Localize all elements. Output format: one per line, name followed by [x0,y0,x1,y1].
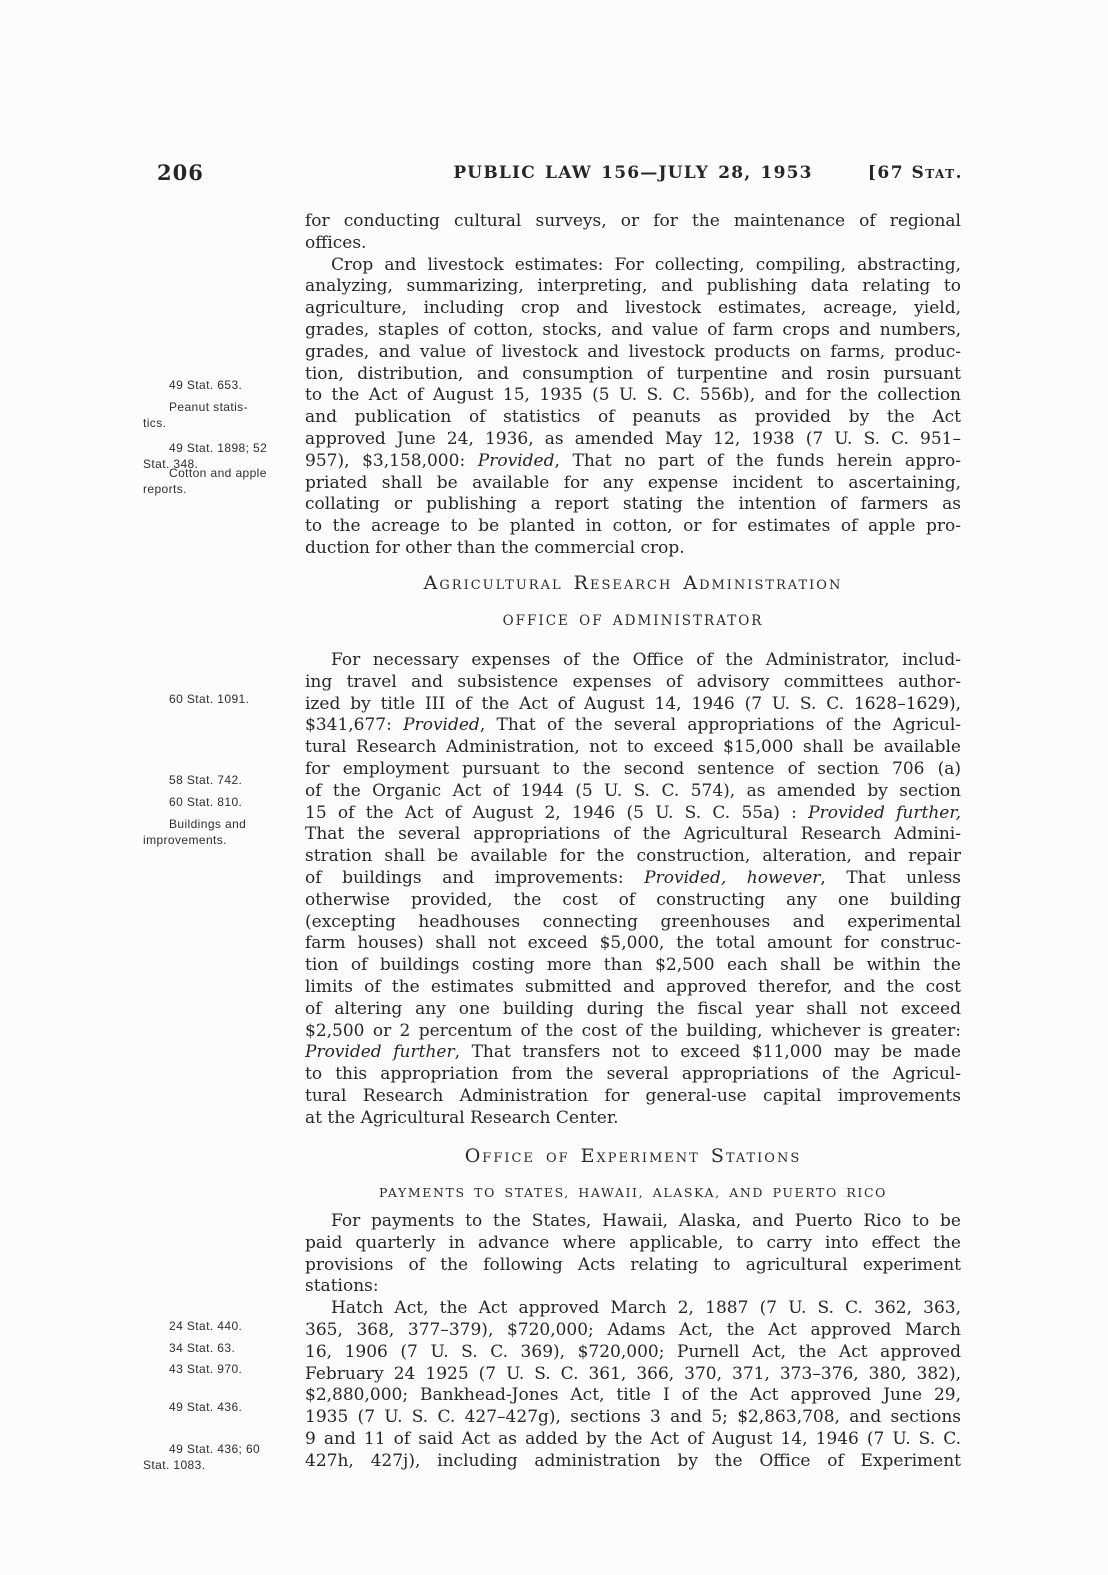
body-line [305,211,961,233]
body-line [305,1385,961,1407]
margin-note-line: 60 Stat. 1091. [169,692,250,706]
body-line [305,538,961,560]
body-line [305,846,961,868]
body-line [305,868,961,890]
italic-text-run: Provided further [305,1042,455,1063]
text-run: tural Research Administration, not to exceed $15,000 shall be available [305,737,961,758]
margin-note-line: 49 Stat. 653. [169,378,243,392]
text-run: grades, and value of livestock and livestock products on farms, produc- [305,341,961,362]
body-line [305,1298,961,1320]
body-line [305,933,961,955]
text-run: 1935 (7 U. S. C. 427–427g), sections 3 and 5; $2,863,708, and sections [305,1407,961,1428]
text-run: agriculture, including crop and livestock estimates, acreage, yield, [305,298,961,319]
body-line [305,1064,961,1086]
text-run: at the Agricultural Research Center. [305,1107,619,1128]
text-run: farm houses) shall not exceed $5,000, the total amount for construc- [305,933,961,954]
text-run: 957), $3,158,000: [305,450,478,471]
italic-text-run: Provided [403,715,480,736]
text-run: priated shall be available for any expense incident to ascertaining, [305,472,961,493]
margin-note-line: 34 Stat. 63. [169,1341,236,1355]
text-run: For necessary expenses of the Office of the Administrator, includ- [331,650,961,670]
text-run: and publication of statistics of peanuts as provided by the Act [305,407,961,428]
text-run: February 24 1925 (7 U. S. C. 361, 366, 370, 371, 373–376, 380, 382), [305,1363,961,1384]
section-heading-agricultural-research-administration: Agricultural Research Administration [423,572,843,594]
body-line [305,385,961,407]
body-line [305,364,961,386]
italic-text-run: Provided further, [808,802,961,823]
text-block [305,211,961,560]
italic-text-run: Provided [477,450,555,471]
text-run: offices. [305,232,367,253]
text-run: 427h, 427j), including administration by the Office of Experiment [305,1450,961,1471]
text-run: $341,677: [305,715,404,736]
margin-note-line: improvements. [143,833,227,847]
text-run: 15 of the Act of August 2, 1946 (5 U. S. C. 55a) : [305,802,809,823]
body-line [305,824,961,846]
statute-volume-citation: [67 Stat. [867,163,963,183]
text-run: stations: [305,1276,379,1297]
text-run: collating or publishing a report stating the intention of farmers as [305,494,961,515]
text-run: to the acreage to be planted in cotton, or for estimates of apple pro- [305,516,961,537]
text-run: grades, staples of cotton, stocks, and value of farm crops and numbers, [305,319,961,340]
margin-note-line: 43 Stat. 970. [169,1362,243,1376]
text-run: Hatch Act, the Act approved March 2, 1887 (7 U. S. C. 362, 363, [331,1298,961,1319]
body-line [305,1086,961,1108]
body-line [305,494,961,516]
text-block [305,650,961,1130]
text-run: , That of the several appropriations of the Agricul- [479,715,961,736]
text-run: to the Act of August 15, 1935 (5 U. S. C. 556b), and for the collection [305,385,961,406]
body-line [305,429,961,451]
body-line [305,1429,961,1451]
margin-note-line: Stat. 348. [143,457,199,471]
text-run: , That transfers not to exceed $11,000 may be made [454,1042,961,1063]
body-line [305,999,961,1021]
body-line [305,1042,961,1064]
text-block [305,1211,961,1473]
text-run: That the several appropriations of the Agricultural Research Admini- [305,824,961,845]
text-run: , That no part of the funds herein appro- [554,450,961,471]
body-line [305,781,961,803]
text-run: For payments to the States, Hawaii, Alaska, and Puerto Rico to be [331,1211,961,1231]
body-line [305,803,961,825]
text-run: 9 and 11 of said Act as added by the Act of August 14, 1946 (7 U. S. C. [305,1428,961,1449]
body-line [305,516,961,538]
text-run: $2,500 or 2 percentum of the cost of the building, whichever is greater: [305,1020,961,1041]
text-run: of buildings and improvements: [305,867,645,888]
body-line [305,715,961,737]
margin-note-line: Cotton and apple [169,466,267,480]
text-run: to this appropriation from the several appropriations of the Agricul- [305,1064,961,1085]
body-line [305,737,961,759]
body-line [305,342,961,364]
body-line [305,1342,961,1364]
body-line [305,320,961,342]
text-run: $2,880,000; Bankhead-Jones Act, title I of the Act approved June 29, [305,1385,961,1406]
text-run: 16, 1906 (7 U. S. C. 369), $720,000; Purnell Act, the Act approved [305,1341,961,1362]
body-line [305,1255,961,1277]
body-line [305,1407,961,1429]
body-line [305,955,961,977]
body-line [305,298,961,320]
text-run: of altering any one building during the fiscal year shall not exceed [305,998,961,1019]
body-line [305,977,961,999]
margin-note-line: 58 Stat. 742. [169,773,243,787]
body-line [305,451,961,473]
text-run: (excepting headhouses connecting greenhouses and experimental [305,911,961,932]
body-line [305,890,961,912]
text-run: duction for other than the commercial crop. [305,537,685,558]
body-line [305,1451,961,1473]
margin-note-line: 49 Stat. 436; 60 [169,1442,261,1456]
margin-note-line: 24 Stat. 440. [169,1319,243,1333]
body-line [305,1021,961,1043]
text-run: ing travel and subsistence expenses of advisory committees author- [305,671,961,692]
body-line [305,672,961,694]
text-run: tion, distribution, and consumption of turpentine and rosin pursuant [305,363,961,384]
text-run: stration shall be available for the construction, alteration, and repair [305,846,961,867]
body-line [305,1233,961,1255]
text-run: paid quarterly in advance where applicable, to carry into effect the [305,1232,961,1253]
margin-note-line: Peanut statis- [169,400,248,414]
margin-note-line: 60 Stat. 810. [169,795,243,809]
body-line [305,276,961,298]
text-run: approved June 24, 1936, as amended May 12, 1938 (7 U. S. C. 951– [305,428,961,449]
text-run: for employment pursuant to the second sentence of section 706 (a) [305,758,961,779]
text-run: , That unless [820,867,961,888]
body-line [305,1211,961,1233]
text-run: otherwise provided, the cost of constructing any one building [305,889,961,910]
margin-note-line: Stat. 1083. [143,1458,206,1472]
text-run: provisions of the following Acts relating to agricultural experiment [305,1254,961,1275]
text-run: for conducting cultural surveys, or for the maintenance of regional [305,211,961,231]
body-line [305,912,961,934]
body-line [305,759,961,781]
text-run: analyzing, summarizing, interpreting, and publishing data relating to [305,276,961,297]
margin-note-line: 49 Stat. 436. [169,1400,243,1414]
body-line [305,650,961,672]
text-run: 365, 368, 377–379), $720,000; Adams Act, the Act approved March [305,1319,961,1340]
text-run: of the Organic Act of 1944 (5 U. S. C. 574), as amended by section [305,780,961,801]
text-run: tion of buildings costing more than $2,500 each shall be within the [305,955,961,976]
body-line [305,407,961,429]
italic-text-run: Provided, however [644,867,821,888]
text-run: tural Research Administration for general-use capital improvements [305,1085,961,1106]
body-line [305,473,961,495]
running-head-title: PUBLIC LAW 156—JULY 28, 1953 [453,163,813,183]
section-heading-office-of-experiment-stations: Office of Experiment Stations [464,1145,802,1167]
subsection-heading-payments-to-states: PAYMENTS TO STATES, HAWAII, ALASKA, AND PUERTO RICO [379,1185,887,1200]
body-line [305,694,961,716]
body-line [305,1276,961,1298]
body-line [305,1108,961,1130]
body-line [305,255,961,277]
body-line [305,1320,961,1342]
text-run: limits of the estimates submitted and approved therefor, and the cost [305,976,961,997]
text-run: ized by title III of the Act of August 14, 1946 (7 U. S. C. 1628–1629), [305,693,961,714]
margin-note-line: reports. [143,482,187,496]
body-line [305,1364,961,1386]
subsection-heading-office-of-administrator: OFFICE OF ADMINISTRATOR [502,613,764,629]
page-number: 206 [157,160,204,185]
body-line [305,233,961,255]
margin-note-line: tics. [143,416,167,430]
text-run: Crop and livestock estimates: For collecting, compiling, abstracting, [331,254,961,275]
margin-note-line: 49 Stat. 1898; 52 [169,441,268,455]
margin-note-line: Buildings and [169,817,247,831]
